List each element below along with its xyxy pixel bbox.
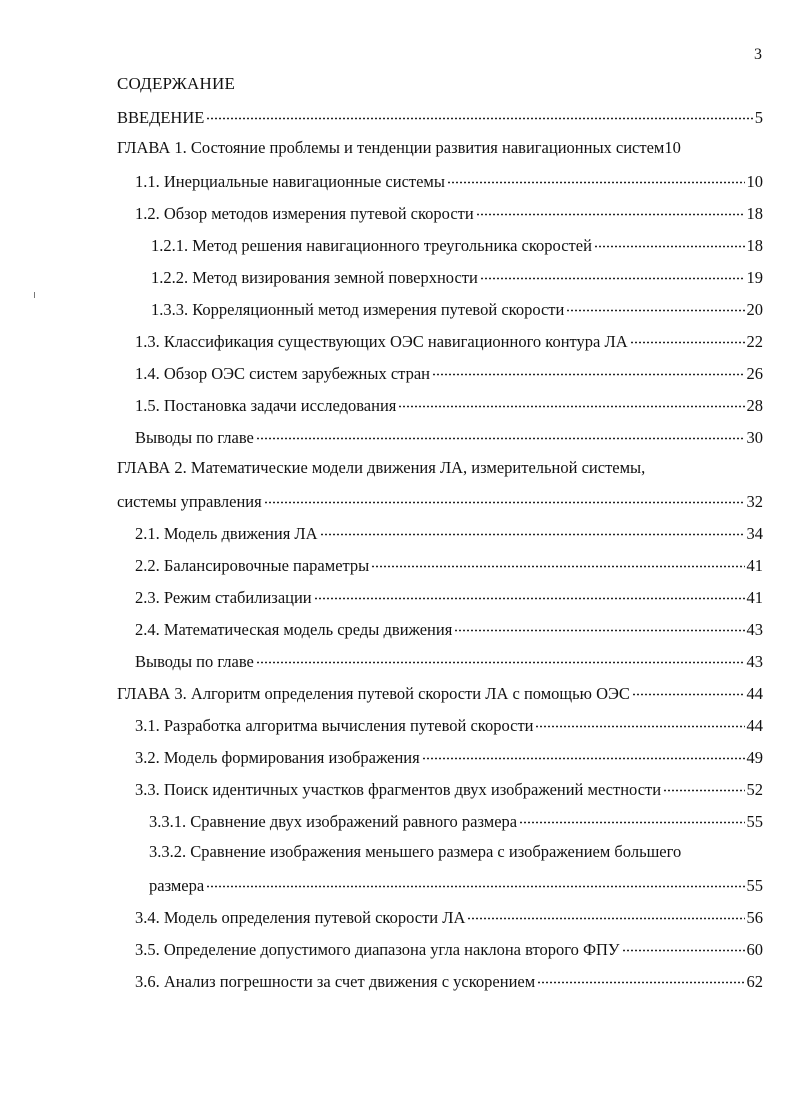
toc-entry-label: 3.6. Анализ погрешности за счет движения с ускорением — [135, 971, 536, 991]
dot-leader — [663, 778, 744, 795]
dot-leader — [630, 330, 745, 347]
toc-entry-label: 2.1. Модель движения ЛА — [135, 523, 318, 543]
toc-entry-page: 62 — [746, 971, 763, 991]
toc-entry-page: 44 — [746, 683, 763, 703]
toc-entry-label: 2.3. Режим стабилизации — [135, 587, 312, 607]
toc-entry-page: 18 — [746, 203, 763, 223]
toc-entry-chapter-2-line-1: ГЛАВА 2. Математические модели движения ЛА, измерительной системы, — [117, 458, 646, 477]
toc-entry-section — [135, 394, 763, 418]
toc-entry-section — [135, 330, 763, 354]
toc-entry-label: 1.3.3. Корреляционный метод измерения путевой скорости — [151, 299, 565, 319]
toc-entry-label: ВВЕДЕНИЕ — [117, 107, 205, 127]
toc-entry-page: 43 — [746, 619, 763, 639]
dot-leader — [447, 170, 745, 187]
toc-entry-label: Выводы по главе — [135, 427, 254, 447]
toc-entry-page: 34 — [746, 523, 763, 543]
toc-entry-label: 1.2. Обзор методов измерения путевой скорости — [135, 203, 474, 223]
toc-entry-page: 41 — [746, 555, 763, 575]
toc-entry-subsection-line-2 — [149, 874, 763, 898]
dot-leader — [314, 586, 745, 603]
toc-entry-section — [135, 362, 763, 386]
toc-entry-section — [135, 938, 763, 962]
toc-entry-label: 3.2. Модель формирования изображения — [135, 747, 420, 767]
dot-leader — [594, 234, 745, 251]
toc-entry-subsection — [151, 266, 763, 290]
dot-leader — [519, 810, 744, 827]
toc-entry-label: 1.3. Классификация существующих ОЭС навигационного контура ЛА — [135, 331, 628, 351]
toc-entry-label: Выводы по главе — [135, 651, 254, 671]
dot-leader — [432, 362, 745, 379]
toc-entry-section — [135, 970, 763, 994]
toc-entry-section — [135, 778, 763, 802]
toc-entry-page: 32 — [746, 491, 763, 511]
toc-entry-section — [135, 618, 763, 642]
page-number: 3 — [754, 46, 762, 63]
toc-entry-section — [135, 202, 763, 226]
toc-entry-label: ГЛАВА 3. Алгоритм определения путевой скорости ЛА с помощью ОЭС — [117, 683, 630, 703]
toc-entry-label: 2.2. Балансировочные параметры — [135, 555, 370, 575]
toc-entry-page: 5 — [754, 107, 763, 127]
toc-entry-subsection — [149, 810, 763, 834]
dot-leader — [632, 682, 745, 699]
toc-entry-label: 3.1. Разработка алгоритма вычисления путевой скорости — [135, 715, 534, 735]
toc-entry-label: ГЛАВА 1. Состояние проблемы и тенденции развития навигационных систем — [117, 138, 665, 157]
toc-entry-page: 26 — [746, 363, 763, 383]
dot-leader — [206, 106, 752, 123]
toc-entry-page: 55 — [746, 811, 763, 831]
toc-entry-label: 1.4. Обзор ОЭС систем зарубежных стран — [135, 363, 430, 383]
toc-entry-section — [135, 554, 763, 578]
toc-entry-section — [135, 170, 763, 194]
dot-leader — [206, 874, 744, 891]
dot-leader — [422, 746, 745, 763]
toc-entry-section — [135, 714, 763, 738]
toc-entry-page: 55 — [746, 875, 763, 895]
toc-entry-page: 10 — [664, 138, 681, 157]
toc-entry-page: 44 — [746, 715, 763, 735]
toc-entry-page: 41 — [746, 587, 763, 607]
dot-leader — [398, 394, 744, 411]
toc-entry-label: 1.5. Постановка задачи исследования — [135, 395, 397, 415]
toc-entry-page: 60 — [746, 939, 763, 959]
dot-leader — [320, 522, 745, 539]
toc-entry-section — [135, 906, 763, 930]
toc-entry-label: 1.1. Инерциальные навигационные системы — [135, 171, 445, 191]
dot-leader — [535, 714, 744, 731]
toc-entry-label: системы управления — [117, 491, 262, 511]
toc-entry-page: 43 — [746, 651, 763, 671]
toc-entry-label: размера — [149, 875, 205, 895]
toc-entry-conclusions — [135, 426, 763, 450]
toc-entry-page: 56 — [746, 907, 763, 927]
dot-leader — [622, 938, 745, 955]
toc-entry-page: 20 — [746, 299, 763, 319]
toc-entry-subsection — [151, 234, 763, 258]
toc-entry-label: 1.2.2. Метод визирования земной поверхности — [151, 267, 478, 287]
toc-entry-label: 3.3. Поиск идентичных участков фрагментов двух изображений местности — [135, 779, 662, 799]
toc-entry-page: 18 — [746, 235, 763, 255]
toc-entry-page: 49 — [746, 747, 763, 767]
toc-entry-chapter-1 — [117, 138, 763, 162]
dot-leader — [256, 426, 745, 443]
toc-entry-page: 30 — [746, 427, 763, 447]
toc-entry-section — [135, 746, 763, 770]
toc-entry-page: 19 — [746, 267, 763, 287]
toc-entry-chapter-2-line-2 — [117, 490, 763, 514]
dot-leader — [537, 970, 744, 987]
toc-entry-chapter-3 — [117, 682, 763, 706]
dot-leader — [256, 650, 745, 667]
toc-entry-label: 3.5. Определение допустимого диапазона угла наклона второго ФПУ — [135, 939, 620, 959]
dot-leader — [454, 618, 744, 635]
toc-entry-label: 2.4. Математическая модель среды движения — [135, 619, 453, 639]
dot-leader — [480, 266, 745, 283]
toc-heading: СОДЕРЖАНИЕ — [117, 74, 236, 93]
dot-leader — [371, 554, 744, 571]
toc-entry-subsection — [151, 298, 763, 322]
dot-leader — [264, 490, 745, 507]
toc-entry-subsection-line-1: 3.3.2. Сравнение изображения меньшего размера с изображением большего — [149, 842, 682, 861]
toc-entry-label: 3.4. Модель определения путевой скорости ЛА — [135, 907, 466, 927]
toc-entry-conclusions — [135, 650, 763, 674]
toc-entry-section — [135, 586, 763, 610]
toc-entry-section — [135, 522, 763, 546]
dot-leader — [566, 298, 744, 315]
dot-leader — [476, 202, 745, 219]
toc-entry-page: 22 — [746, 331, 763, 351]
scan-artifact — [34, 292, 35, 298]
toc-entry-page: 28 — [746, 395, 763, 415]
toc-entry-page: 52 — [746, 779, 763, 799]
toc-entry-page: 10 — [746, 171, 763, 191]
toc-entry-label: 3.3.1. Сравнение двух изображений равного размера — [149, 811, 518, 831]
dot-leader — [467, 906, 744, 923]
toc-entry-label: 1.2.1. Метод решения навигационного треугольника скоростей — [151, 235, 592, 255]
toc-entry-introduction — [117, 106, 763, 130]
